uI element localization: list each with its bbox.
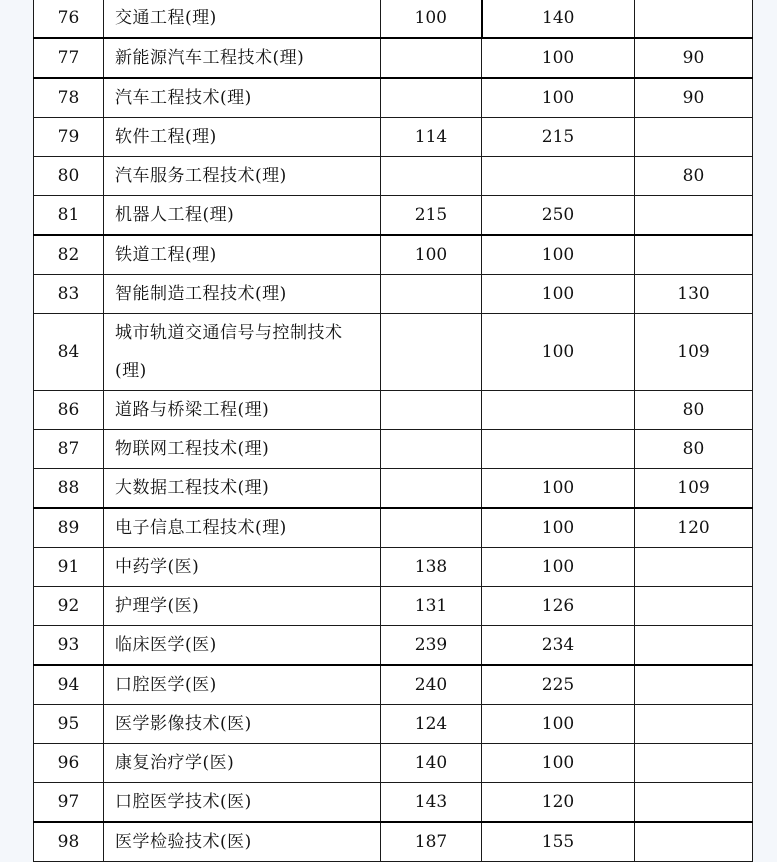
table-row [34, 196, 753, 236]
score-col-3 [635, 626, 753, 666]
score-col-2: 100 [482, 469, 635, 509]
row-number: 88 [34, 469, 104, 509]
major-name: 康复治疗学(医) [104, 744, 381, 783]
score-col-1 [381, 391, 482, 430]
row-number: 96 [34, 744, 104, 783]
row-number: 83 [34, 275, 104, 314]
score-col-3 [635, 548, 753, 587]
row-number: 77 [34, 38, 104, 78]
table-row [34, 430, 753, 469]
major-name: 中药学(医) [104, 548, 381, 587]
table-row [34, 391, 753, 430]
table-row [34, 665, 753, 705]
table-row [34, 548, 753, 587]
score-col-2: 100 [482, 705, 635, 744]
row-number: 82 [34, 235, 104, 275]
score-col-3 [635, 705, 753, 744]
row-number: 76 [34, 0, 104, 38]
major-name: 道路与桥梁工程(理) [104, 391, 381, 430]
score-col-3: 90 [635, 78, 753, 118]
major-name: 医学影像技术(医) [104, 705, 381, 744]
score-col-3: 80 [635, 430, 753, 469]
score-col-1: 114 [381, 118, 482, 157]
score-col-3: 120 [635, 508, 753, 548]
score-col-1: 239 [381, 626, 482, 666]
score-col-3 [635, 744, 753, 783]
row-number: 91 [34, 548, 104, 587]
score-col-3 [635, 235, 753, 275]
row-number: 98 [34, 822, 104, 862]
score-col-2: 234 [482, 626, 635, 666]
row-number: 78 [34, 78, 104, 118]
score-col-2: 215 [482, 118, 635, 157]
table-row [34, 314, 753, 391]
score-col-3 [635, 822, 753, 862]
table-row [34, 78, 753, 118]
table-row [34, 587, 753, 626]
table-row [34, 0, 753, 38]
score-col-1: 100 [381, 235, 482, 275]
score-col-2: 100 [482, 38, 635, 78]
score-col-3 [635, 196, 753, 236]
table-row [34, 235, 753, 275]
major-name: 铁道工程(理) [104, 235, 381, 275]
score-col-2: 100 [482, 78, 635, 118]
score-col-3: 130 [635, 275, 753, 314]
score-col-2: 100 [482, 508, 635, 548]
table-body [34, 0, 753, 862]
row-number: 84 [34, 314, 104, 391]
score-col-2: 100 [482, 314, 635, 391]
score-col-2: 155 [482, 822, 635, 862]
score-col-2: 250 [482, 196, 635, 236]
score-col-1: 187 [381, 822, 482, 862]
major-name: 医学检验技术(医) [104, 822, 381, 862]
row-number: 80 [34, 157, 104, 196]
table-row [34, 626, 753, 666]
score-col-3 [635, 0, 753, 38]
major-name: 汽车服务工程技术(理) [104, 157, 381, 196]
score-col-2: 100 [482, 548, 635, 587]
score-col-1 [381, 38, 482, 78]
major-name: 电子信息工程技术(理) [104, 508, 381, 548]
table-row [34, 157, 753, 196]
score-col-3: 80 [635, 157, 753, 196]
major-name: 口腔医学(医) [104, 665, 381, 705]
score-col-2: 225 [482, 665, 635, 705]
score-col-1: 143 [381, 783, 482, 823]
score-col-2: 100 [482, 744, 635, 783]
score-col-3: 109 [635, 469, 753, 509]
score-col-1: 131 [381, 587, 482, 626]
score-col-1 [381, 78, 482, 118]
score-col-3 [635, 665, 753, 705]
major-name: 智能制造工程技术(理) [104, 275, 381, 314]
score-col-2: 100 [482, 235, 635, 275]
score-col-3 [635, 118, 753, 157]
table-row [34, 118, 753, 157]
major-name: 汽车工程技术(理) [104, 78, 381, 118]
major-name: 口腔医学技术(医) [104, 783, 381, 823]
score-col-3: 109 [635, 314, 753, 391]
major-name: 大数据工程技术(理) [104, 469, 381, 509]
score-col-2: 120 [482, 783, 635, 823]
major-name: 软件工程(理) [104, 118, 381, 157]
table-row [34, 469, 753, 509]
row-number: 97 [34, 783, 104, 823]
score-col-1: 140 [381, 744, 482, 783]
table-row [34, 275, 753, 314]
table-row [34, 705, 753, 744]
major-name: 物联网工程技术(理) [104, 430, 381, 469]
table-row [34, 744, 753, 783]
score-col-1 [381, 314, 482, 391]
major-name: 机器人工程(理) [104, 196, 381, 236]
score-col-3 [635, 587, 753, 626]
table-row [34, 783, 753, 823]
score-col-2 [482, 391, 635, 430]
major-name: 临床医学(医) [104, 626, 381, 666]
row-number: 87 [34, 430, 104, 469]
score-col-1: 124 [381, 705, 482, 744]
score-col-1: 100 [381, 0, 482, 38]
score-col-2: 100 [482, 275, 635, 314]
score-table [33, 0, 753, 862]
score-col-1 [381, 508, 482, 548]
row-number: 93 [34, 626, 104, 666]
score-col-1: 240 [381, 665, 482, 705]
table-row [34, 508, 753, 548]
score-col-3: 90 [635, 38, 753, 78]
row-number: 95 [34, 705, 104, 744]
score-col-2 [482, 157, 635, 196]
major-name: 护理学(医) [104, 587, 381, 626]
table-row [34, 822, 753, 862]
major-name: 新能源汽车工程技术(理) [104, 38, 381, 78]
row-number: 94 [34, 665, 104, 705]
score-col-3: 80 [635, 391, 753, 430]
score-col-1: 138 [381, 548, 482, 587]
score-col-1 [381, 430, 482, 469]
score-col-2: 126 [482, 587, 635, 626]
score-col-1: 215 [381, 196, 482, 236]
score-col-1 [381, 275, 482, 314]
score-col-1 [381, 157, 482, 196]
row-number: 86 [34, 391, 104, 430]
major-name: 城市轨道交通信号与控制技术(理) [104, 314, 381, 391]
table-row [34, 38, 753, 78]
score-col-3 [635, 783, 753, 823]
row-number: 79 [34, 118, 104, 157]
row-number: 92 [34, 587, 104, 626]
score-col-2: 140 [482, 0, 635, 38]
row-number: 81 [34, 196, 104, 236]
major-name: 交通工程(理) [104, 0, 381, 38]
score-col-2 [482, 430, 635, 469]
score-col-1 [381, 469, 482, 509]
row-number: 89 [34, 508, 104, 548]
